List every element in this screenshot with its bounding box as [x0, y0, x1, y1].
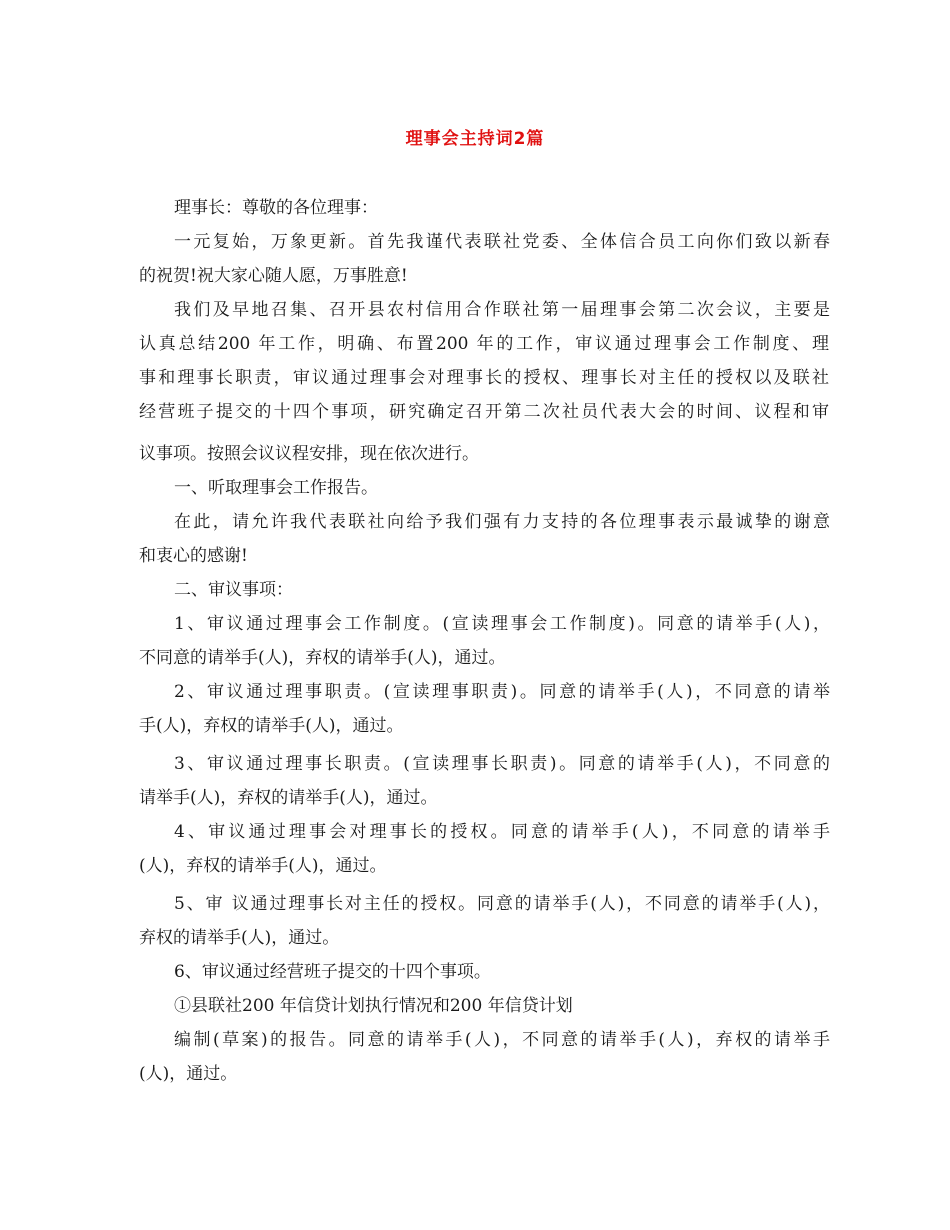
paragraph-line: (人)，弃权的请举手(人)，通过。 [139, 856, 387, 876]
paragraph-line: 编制(草案)的报告。同意的请举手(人)，不同意的请举手(人)，弃权的请举手 [174, 1030, 830, 1050]
paragraph-line: 4、审议通过理事会对理事长的授权。同意的请举手(人)，不同意的请举手 [174, 822, 830, 842]
paragraph-line: 请举手(人)，弃权的请举手(人)，通过。 [139, 788, 438, 808]
paragraph-line: 弃权的请举手(人)，通过。 [139, 928, 340, 948]
paragraph-line: 在此，请允许我代表联社向给予我们强有力支持的各位理事表示最诚挚的谢意 [174, 512, 830, 532]
paragraph-line: 6、审议通过经营班子提交的十四个事项。 [174, 962, 491, 982]
paragraph-line: 二、审议事项： [174, 580, 293, 600]
paragraph-line: 认真总结200 年工作，明确、布置200 年的工作，审议通过理事会工作制度、理 [139, 334, 829, 354]
paragraph-line: (人)，通过。 [139, 1064, 238, 1084]
paragraph-line: 一、听取理事会工作报告。 [174, 478, 378, 498]
paragraph-line: 一元复始，万象更新。首先我谨代表联社党委、全体信合员工向你们致以新春 [174, 232, 830, 252]
paragraph-line: 经营班子提交的十四个事项，研究确定召开第二次社员代表大会的时间、议程和审 [139, 402, 829, 422]
paragraph-line: 和衷心的感谢! [139, 546, 248, 566]
paragraph-line: ①县联社200 年信贷计划执行情况和200 年信贷计划 [174, 996, 573, 1016]
paragraph-line: 的祝贺!祝大家心随人愿，万事胜意! [139, 266, 408, 286]
document-title: 理事会主持词2篇 [405, 129, 545, 149]
paragraph-line: 议事项。按照会议议程安排，现在依次进行。 [139, 444, 479, 464]
paragraph-line: 理事长：尊敬的各位理事： [174, 198, 378, 218]
paragraph-line: 事和理事长职责，审议通过理事会对理事长的授权、理事长对主任的授权以及联社 [139, 368, 829, 388]
paragraph-line: 3、审议通过理事长职责。(宣读理事长职责)。同意的请举手(人)，不同意的 [174, 754, 830, 774]
paragraph-line: 5、审 议通过理事长对主任的授权。同意的请举手(人)，不同意的请举手(人)， [174, 894, 830, 914]
paragraph-line: 不同意的请举手(人)，弃权的请举手(人)，通过。 [139, 648, 506, 668]
paragraph-line: 手(人)，弃权的请举手(人)，通过。 [139, 716, 404, 736]
paragraph-line: 我们及早地召集、召开县农村信用合作联社第一届理事会第二次会议，主要是 [174, 300, 830, 320]
paragraph-line: 1、审议通过理事会工作制度。(宣读理事会工作制度)。同意的请举手(人)， [174, 614, 830, 634]
paragraph-line: 2、审议通过理事职责。(宣读理事职责)。同意的请举手(人)，不同意的请举 [174, 682, 830, 702]
